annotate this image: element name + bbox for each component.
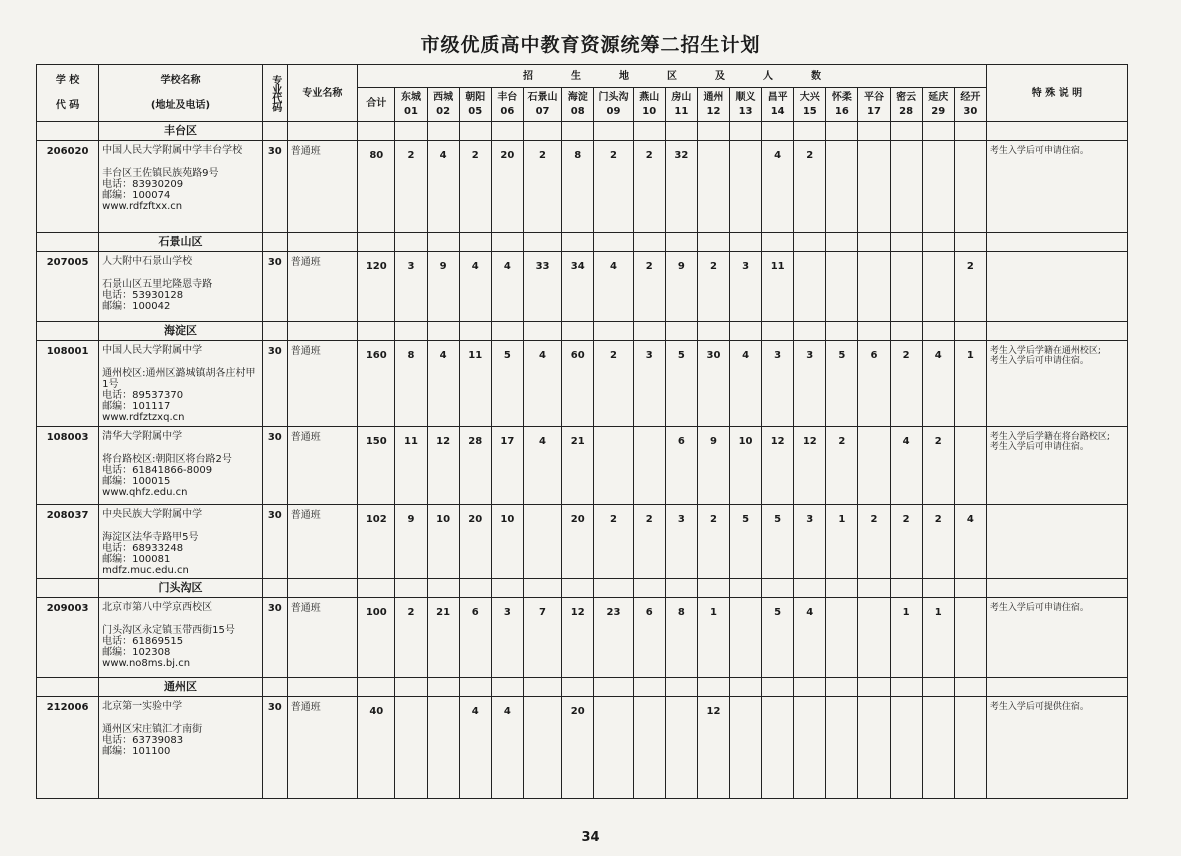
count-cell: 4 [954, 505, 986, 579]
count-cell: 2 [594, 141, 633, 233]
school-row [37, 697, 1128, 799]
header-major-name: 专业名称 [287, 65, 357, 122]
count-cell: 2 [826, 427, 858, 505]
count-cell [954, 598, 986, 678]
school-info [99, 598, 263, 678]
count-cell: 2 [890, 341, 922, 427]
school-address-line: 石景山区五里坨隆恩寺路 [102, 279, 213, 290]
count-cell: 3 [491, 598, 523, 678]
major-name: 普通班 [287, 697, 357, 799]
school-address-line: www.no8ms.bj.cn [102, 658, 191, 669]
region-name: 海淀区 [99, 322, 263, 341]
count-cell: 2 [395, 141, 427, 233]
enrollment-plan-table [36, 64, 1128, 799]
count-cell [858, 141, 890, 233]
school-info [99, 141, 263, 233]
major-code: 30 [262, 598, 287, 678]
count-cell: 30 [697, 341, 729, 427]
school-name: 清华大学附属中学 [102, 431, 183, 442]
district-code: 30 [963, 106, 978, 117]
count-cell [427, 697, 459, 799]
school-code: 108003 [37, 427, 99, 505]
district-code: 16 [834, 106, 849, 117]
count-cell: 20 [459, 505, 491, 579]
count-cell: 2 [633, 505, 665, 579]
count-cell [594, 697, 633, 799]
major-name: 普通班 [287, 505, 357, 579]
region-row [37, 678, 1128, 697]
count-cell: 32 [665, 141, 697, 233]
count-cell: 3 [794, 341, 826, 427]
count-cell: 5 [826, 341, 858, 427]
count-cell [665, 697, 697, 799]
count-cell: 9 [427, 252, 459, 322]
count-cell: 4 [730, 341, 762, 427]
count-cell: 3 [395, 252, 427, 322]
count-cell [922, 252, 954, 322]
school-address-line: 丰台区王佐镇民族苑路9号 [102, 168, 219, 179]
count-cell: 2 [890, 505, 922, 579]
school-row [37, 598, 1128, 678]
count-cell: 2 [594, 341, 633, 427]
count-cell: 6 [858, 341, 890, 427]
count-cell: 60 [562, 341, 594, 427]
count-cell: 11 [762, 252, 794, 322]
count-cell: 2 [459, 141, 491, 233]
school-address-line: 电话：53930128 [102, 290, 184, 301]
school-address-line: 通州校区:通州区潞城镇胡各庄村甲1号 [102, 368, 256, 390]
count-cell: 2 [594, 505, 633, 579]
school-address-line: 邮编：100015 [102, 476, 171, 487]
special-note: 考生入学后学籍在通州校区; 考生入学后可申请住宿。 [986, 341, 1127, 427]
major-name: 普通班 [287, 141, 357, 233]
count-cell: 2 [858, 505, 890, 579]
school-address-line: 电话：61841866-8009 [102, 465, 213, 476]
header-district-16 [890, 88, 922, 122]
count-cell: 2 [794, 141, 826, 233]
header-special-notes: 特 殊 说 明 [986, 65, 1127, 122]
major-name: 普通班 [287, 598, 357, 678]
header-district-4 [491, 88, 523, 122]
count-cell: 5 [665, 341, 697, 427]
count-cell: 10 [427, 505, 459, 579]
district-name: 经开 [960, 92, 981, 103]
special-note [986, 505, 1127, 579]
count-cell: 23 [594, 598, 633, 678]
special-note [986, 252, 1127, 322]
school-code: 207005 [37, 252, 99, 322]
count-cell: 3 [762, 341, 794, 427]
header-school-name: 学校名称 (地址及电话) [99, 65, 263, 122]
school-info [99, 697, 263, 799]
district-name: 大兴 [799, 92, 820, 103]
school-address-line: 邮编：100042 [102, 301, 171, 312]
count-cell [826, 141, 858, 233]
district-name: 朝阳 [465, 92, 486, 103]
district-code: 08 [570, 106, 585, 117]
district-code: 15 [802, 106, 817, 117]
count-cell: 2 [697, 252, 729, 322]
major-code: 30 [262, 252, 287, 322]
count-cell [826, 697, 858, 799]
special-note: 考生入学后学籍在将台路校区; 考生入学后可申请住宿。 [986, 427, 1127, 505]
header-district-10 [697, 88, 729, 122]
school-code: 209003 [37, 598, 99, 678]
district-code: 11 [674, 106, 689, 117]
district-name: 海淀 [567, 92, 588, 103]
count-cell: 17 [491, 427, 523, 505]
school-info [99, 252, 263, 322]
count-cell [858, 252, 890, 322]
district-code: 09 [606, 106, 621, 117]
district-name: 通州 [703, 92, 724, 103]
special-note: 考生入学后可提供住宿。 [986, 697, 1127, 799]
district-code: 12 [706, 106, 721, 117]
count-cell [762, 697, 794, 799]
special-note: 考生入学后可申请住宿。 [986, 141, 1127, 233]
school-address-line: 邮编：101100 [102, 746, 171, 757]
header-district-3 [459, 88, 491, 122]
count-cell: 2 [523, 141, 561, 233]
count-cell: 40 [358, 697, 395, 799]
count-cell: 2 [633, 141, 665, 233]
count-cell: 8 [562, 141, 594, 233]
school-row [37, 505, 1128, 579]
header-school-code: 学 校 代 码 [37, 65, 99, 122]
count-cell: 12 [562, 598, 594, 678]
header-district-17 [922, 88, 954, 122]
count-cell [890, 141, 922, 233]
school-address-line: 海淀区法华寺路甲5号 [102, 532, 199, 543]
major-code: 30 [262, 505, 287, 579]
count-cell: 4 [890, 427, 922, 505]
page-title: 市级优质高中教育资源统筹二招生计划 [420, 34, 761, 56]
region-row [37, 322, 1128, 341]
school-row [37, 252, 1128, 322]
major-name: 普通班 [287, 427, 357, 505]
count-cell [794, 697, 826, 799]
count-cell: 102 [358, 505, 395, 579]
header-district-11 [730, 88, 762, 122]
count-cell: 28 [459, 427, 491, 505]
school-address-line: 电话：89537370 [102, 390, 184, 401]
school-name: 中国人民大学附属中学 [102, 345, 203, 356]
major-code: 30 [262, 141, 287, 233]
count-cell [826, 252, 858, 322]
count-cell [922, 141, 954, 233]
district-code: 06 [500, 106, 515, 117]
district-code: 10 [642, 106, 657, 117]
count-cell: 1 [954, 341, 986, 427]
header-district-12 [762, 88, 794, 122]
school-address-line: 邮编：102308 [102, 647, 171, 658]
page-number: 34 [581, 830, 600, 845]
major-name: 普通班 [287, 252, 357, 322]
count-cell: 1 [826, 505, 858, 579]
school-name: 北京市第八中学京西校区 [102, 602, 213, 613]
district-name: 怀柔 [831, 92, 852, 103]
count-cell [523, 505, 561, 579]
major-code: 30 [262, 697, 287, 799]
school-address-line: www.qhfz.edu.cn [102, 487, 188, 498]
district-code: 28 [899, 106, 914, 117]
school-address-line: mdfz.muc.edu.cn [102, 565, 189, 576]
count-cell: 5 [491, 341, 523, 427]
header-major-code: 专业代码 [262, 65, 287, 122]
region-row [37, 579, 1128, 598]
count-cell: 2 [395, 598, 427, 678]
count-cell: 12 [427, 427, 459, 505]
special-note: 考生入学后可申请住宿。 [986, 598, 1127, 678]
school-address-line: 电话：63739083 [102, 735, 184, 746]
district-name: 顺义 [735, 92, 756, 103]
school-address-line: 电话：68933248 [102, 543, 184, 554]
header-district-9 [665, 88, 697, 122]
count-cell [954, 697, 986, 799]
header-district-0 [358, 88, 395, 122]
district-code: 13 [738, 106, 753, 117]
count-cell: 3 [794, 505, 826, 579]
count-cell: 6 [633, 598, 665, 678]
major-name: 普通班 [287, 341, 357, 427]
count-cell [794, 252, 826, 322]
count-cell: 9 [665, 252, 697, 322]
school-name: 中央民族大学附属中学 [102, 509, 203, 520]
count-cell: 9 [697, 427, 729, 505]
school-row [37, 141, 1128, 233]
district-code: 02 [436, 106, 451, 117]
count-cell: 20 [491, 141, 523, 233]
count-cell [633, 427, 665, 505]
count-cell: 4 [922, 341, 954, 427]
region-name: 丰台区 [99, 122, 263, 141]
school-address-line: 邮编：100081 [102, 554, 171, 565]
count-cell: 8 [665, 598, 697, 678]
count-cell [858, 598, 890, 678]
school-address-line: www.rdfztzxq.cn [102, 412, 185, 423]
count-cell: 1 [890, 598, 922, 678]
count-cell: 11 [459, 341, 491, 427]
count-cell [594, 427, 633, 505]
count-cell [523, 697, 561, 799]
school-row [37, 341, 1128, 427]
header-district-7 [594, 88, 633, 122]
count-cell [858, 697, 890, 799]
district-name: 东城 [400, 92, 421, 103]
school-name: 中国人民大学附属中学丰台学校 [102, 145, 243, 156]
header-district-8 [633, 88, 665, 122]
header-district-2 [427, 88, 459, 122]
school-address-line: 邮编：101117 [102, 401, 171, 412]
region-name: 门头沟区 [99, 579, 263, 598]
region-name: 石景山区 [99, 233, 263, 252]
header-region-group: 招生地区及人数 [358, 65, 987, 88]
school-code: 108001 [37, 341, 99, 427]
count-cell: 5 [762, 598, 794, 678]
header-district-14 [826, 88, 858, 122]
school-row [37, 427, 1128, 505]
region-name: 通州区 [99, 678, 263, 697]
count-cell [954, 427, 986, 505]
count-cell: 12 [794, 427, 826, 505]
count-cell: 6 [665, 427, 697, 505]
header-district-6 [562, 88, 594, 122]
school-address-line: 通州区宋庄镇汇才南街 [102, 724, 203, 735]
count-cell: 150 [358, 427, 395, 505]
count-cell: 10 [491, 505, 523, 579]
count-cell: 2 [697, 505, 729, 579]
count-cell: 6 [459, 598, 491, 678]
count-cell [730, 598, 762, 678]
count-cell: 2 [922, 427, 954, 505]
school-address-line: www.rdfzftxx.cn [102, 201, 183, 212]
count-cell: 100 [358, 598, 395, 678]
district-code: 29 [931, 106, 946, 117]
district-name: 昌平 [767, 92, 788, 103]
count-cell: 21 [427, 598, 459, 678]
district-code: 01 [404, 106, 418, 117]
count-cell: 4 [427, 341, 459, 427]
header-district-15 [858, 88, 890, 122]
count-cell: 4 [523, 341, 561, 427]
school-address-line: 电话：83930209 [102, 179, 184, 190]
school-info [99, 427, 263, 505]
school-info [99, 505, 263, 579]
count-cell: 8 [395, 341, 427, 427]
district-code: 17 [867, 106, 881, 117]
count-cell: 33 [523, 252, 561, 322]
count-cell: 5 [762, 505, 794, 579]
count-cell: 5 [730, 505, 762, 579]
count-cell: 1 [922, 598, 954, 678]
district-name: 石景山 [527, 92, 558, 103]
school-code: 212006 [37, 697, 99, 799]
count-cell: 9 [395, 505, 427, 579]
header-district-1 [395, 88, 427, 122]
count-cell [890, 252, 922, 322]
district-name: 西城 [433, 92, 454, 103]
header-district-13 [794, 88, 826, 122]
count-cell: 20 [562, 505, 594, 579]
count-cell: 80 [358, 141, 395, 233]
header-district-5 [523, 88, 561, 122]
school-code: 208037 [37, 505, 99, 579]
header-district-18 [954, 88, 986, 122]
count-cell: 4 [762, 141, 794, 233]
count-cell [858, 427, 890, 505]
district-code: 07 [535, 106, 550, 117]
count-cell: 2 [954, 252, 986, 322]
count-cell: 4 [594, 252, 633, 322]
count-cell: 21 [562, 427, 594, 505]
count-cell: 12 [762, 427, 794, 505]
count-cell: 4 [523, 427, 561, 505]
school-address-line: 门头沟区永定镇玉带西街15号 [102, 625, 235, 636]
district-name: 密云 [896, 92, 917, 103]
count-cell: 2 [922, 505, 954, 579]
district-name: 平谷 [863, 92, 884, 103]
count-cell: 12 [697, 697, 729, 799]
count-cell: 4 [794, 598, 826, 678]
count-cell: 160 [358, 341, 395, 427]
count-cell [826, 598, 858, 678]
count-cell: 10 [730, 427, 762, 505]
school-address-line: 将台路校区:朝阳区将台路2号 [102, 454, 232, 465]
count-cell [697, 141, 729, 233]
school-info [99, 341, 263, 427]
district-name: 燕山 [639, 92, 660, 103]
count-cell: 4 [459, 252, 491, 322]
count-cell [922, 697, 954, 799]
count-cell: 4 [491, 697, 523, 799]
school-code: 206020 [37, 141, 99, 233]
school-address-line: 电话：61869515 [102, 636, 184, 647]
count-cell: 3 [665, 505, 697, 579]
major-code: 30 [262, 427, 287, 505]
district-name: 丰台 [497, 92, 518, 103]
count-cell [633, 697, 665, 799]
district-name: 合计 [366, 97, 387, 109]
region-row [37, 122, 1128, 141]
school-name: 北京第一实验中学 [102, 701, 183, 712]
count-cell: 20 [562, 697, 594, 799]
count-cell: 4 [459, 697, 491, 799]
school-name: 人大附中石景山学校 [102, 256, 193, 267]
district-code: 05 [468, 106, 483, 117]
count-cell: 120 [358, 252, 395, 322]
count-cell [395, 697, 427, 799]
count-cell: 4 [491, 252, 523, 322]
count-cell [954, 141, 986, 233]
count-cell: 7 [523, 598, 561, 678]
count-cell: 1 [697, 598, 729, 678]
district-name: 房山 [671, 92, 692, 103]
count-cell: 4 [427, 141, 459, 233]
school-address-line: 邮编：100074 [102, 190, 171, 201]
count-cell: 2 [633, 252, 665, 322]
district-name: 延庆 [928, 92, 949, 103]
region-row [37, 233, 1128, 252]
count-cell: 34 [562, 252, 594, 322]
count-cell: 3 [730, 252, 762, 322]
count-cell [730, 141, 762, 233]
district-code: 14 [770, 106, 785, 117]
count-cell [890, 697, 922, 799]
count-cell: 11 [395, 427, 427, 505]
count-cell [730, 697, 762, 799]
major-code: 30 [262, 341, 287, 427]
district-name: 门头沟 [598, 92, 629, 103]
count-cell: 3 [633, 341, 665, 427]
